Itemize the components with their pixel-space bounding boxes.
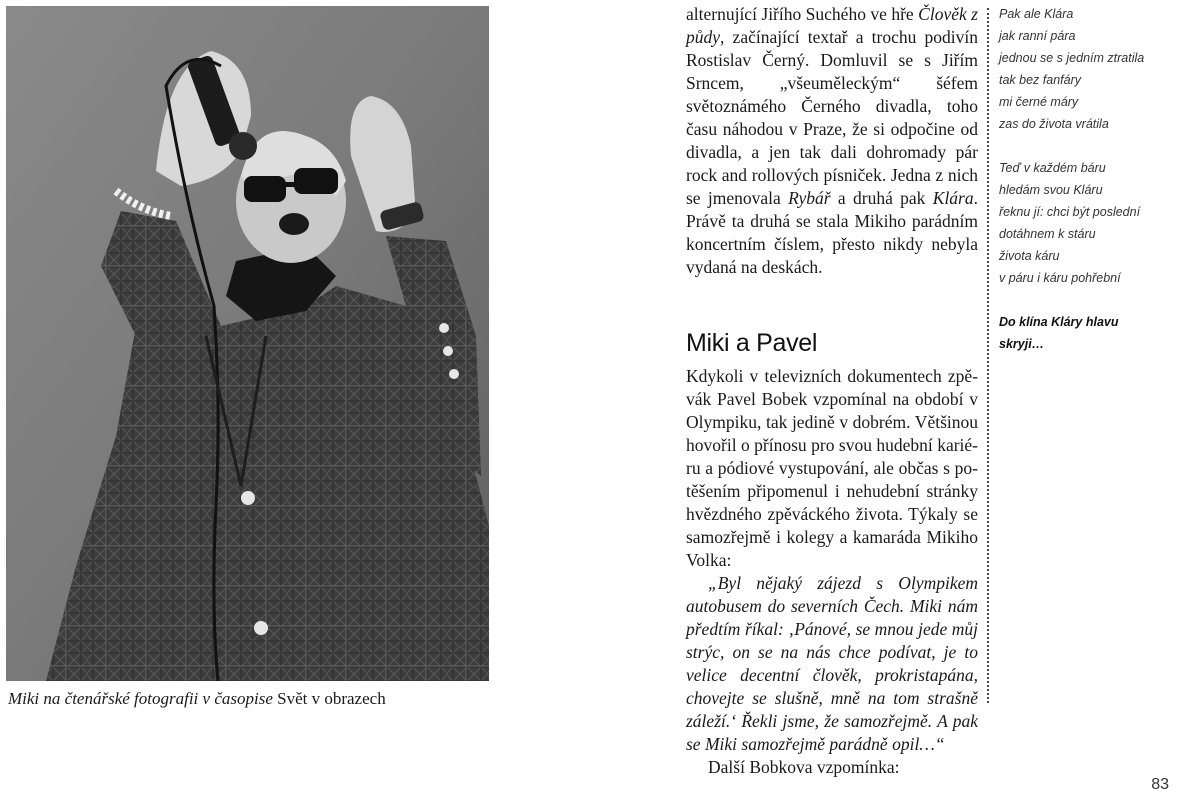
section-heading: Miki a Pavel	[686, 329, 818, 357]
lyric-line: života káru	[999, 249, 1060, 263]
lyric-line: zas do života vrátila	[999, 117, 1109, 131]
lyric-line: Teď v každém báru	[999, 161, 1106, 175]
intro-text-4: . Právě ta druhá se stala Mikiho parádním koncertním číslem, přesto nikdy nebyla vydaná na deskách.	[686, 188, 978, 277]
lyric-line: Pak ale Klára	[999, 7, 1074, 21]
caption-italic: Miki na čtenářské fotografii v časopise	[8, 689, 273, 708]
intro-paragraph	[686, 3, 978, 279]
lyrics-stanza-3	[999, 311, 1174, 355]
intro-text-1: alternující Jiřího Suchého ve hře	[686, 4, 919, 24]
lyrics-stanza-1	[999, 3, 1174, 135]
lyric-line: jak ranní pára	[999, 29, 1076, 43]
intro-text-3: a druhá pak	[830, 188, 933, 208]
intro-play-title: Člověk z půdy	[686, 4, 978, 47]
lyric-line: dotáhnem k stáru	[999, 227, 1096, 241]
page-number: 83	[1151, 776, 1169, 793]
closing-line: Další Bobkova vzpomínka:	[708, 757, 900, 777]
photo-caption	[8, 688, 568, 710]
caption-magazine-title: Svět v obrazech	[272, 689, 386, 708]
lyric-line: řeknu jí: chci být poslední	[999, 205, 1141, 219]
intro-song-rybar: Rybář	[788, 188, 831, 208]
singer-photograph	[6, 6, 489, 681]
lyrics-stanza-2	[999, 157, 1174, 289]
intro-text-2: , začínající textař a trochu podivín Rostislav Černý. Domluvil se s Jiřím Srncem, „všeuměleckým“ šéfem světoznámého Černého divadla, toho času náhodou v Praze, že si odpočine od divadla, a jen tak dali dohromady pár rock and rollových písniček. Jedna z nich se jmenovala	[686, 27, 978, 208]
lyric-line: jednou se s jedním ztratila	[999, 51, 1145, 65]
lyric-line: hledám svou Kláru	[999, 183, 1103, 197]
lyric-line: v páru i káru pohřební	[999, 271, 1121, 285]
singer-photo-illustration	[6, 6, 489, 681]
intro-song-klara: Klára	[932, 188, 974, 208]
quote-paragraph: „Byl nějaký zájezd s Olympikem autobusem do severních Čech. Miki nám předtím říkal: ‚Pánové, se mnou jede můj strýc, on se na nás chce podívat, je to velice decentní člověk, prokristapána, chovejte se slušně, mně na tom strašně záleží.‘ Řekli jsme, že samozřejmě. A pak se Miki samozřejmě parádně opil…“	[686, 573, 978, 754]
article-column	[686, 3, 978, 779]
lyrics-column	[999, 3, 1174, 377]
lyric-line: Do klína Kláry hlavu	[999, 315, 1119, 329]
body-paragraph: Kdykoli v televizních dokumentech zpěvák Pavel Bobek vzpomínal na období v Olympiku, tak jedině v dobrém. Většinou hovořil o přínosu pro svou hudební kariéru a pódiové vystupování, ale občas s potěšením připomenul i nehudební stránky hvězdného zpěváckého života. Týkaly se samozřejmě i kolegy a kamaráda Mikiho Volka:	[686, 366, 978, 570]
lyric-line: skryji…	[999, 337, 1045, 351]
lyric-line: tak bez fanfáry	[999, 73, 1081, 87]
lyric-line: mi černé máry	[999, 95, 1079, 109]
dotted-column-divider	[987, 8, 989, 703]
